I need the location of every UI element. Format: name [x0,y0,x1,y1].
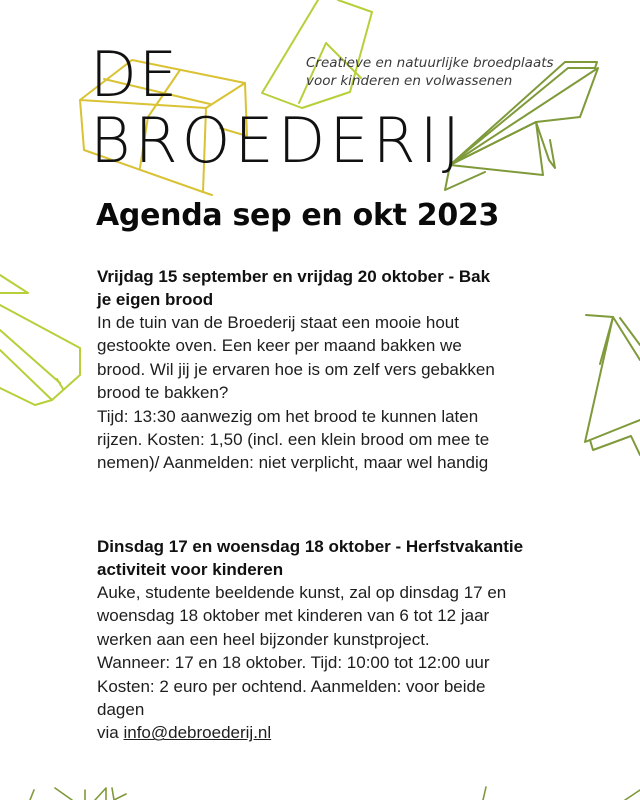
tagline-line-1: Creatieve en natuurlijke broedplaats [306,55,554,71]
event-body-line: Tijd: 13:30 aanwezig om het brood te kunnen laten [97,406,479,426]
event-body-line: Kosten: 2 euro per ochtend. Aanmelden: voor beide dagen [97,676,486,720]
event-body-line: gestookte oven. Een keer per maand bakken we [97,336,462,356]
event-body-line: nemen)/ Aanmelden: niet verplicht, maar wel handig [97,453,489,473]
event-body-line: brood. Wil jij je ervaren hoe is om zelf vers gebakken [97,359,495,379]
logo-broederij: BROEDERIJ [90,104,465,177]
email-link[interactable]: info@debroederij.nl [123,723,272,743]
event-heading-line: Vrijdag 15 september en vrijdag 20 oktober - Bak [97,267,491,286]
page-title: Agenda sep en okt 2023 [96,198,500,233]
event-body-line: In de tuin van de Broederij staat een mooie hout [97,313,459,332]
event-body-line: Wanneer: 17 en 18 oktober. Tijd: 10:00 tot 12:00 uur [97,653,490,673]
event-body-line: brood te bakken? [97,383,229,403]
event-body [97,581,537,745]
event-body-line: Auke, studente beeldende kunst, zal op dinsdag 17 en [97,583,507,602]
event-heading-line: Dinsdag 17 en woensdag 18 oktober - Herfstvakantie [97,537,524,556]
event-bak-je-eigen-brood [97,265,537,475]
event-body [97,311,537,475]
event-body-line: rijzen. Kosten: 1,50 (incl. een klein brood om mee te [97,430,490,450]
event-heading-line: activiteit voor kinderen [97,560,284,579]
event-heading-line: je eigen brood [97,290,214,309]
event-heading [97,265,537,311]
via-label: via [97,723,124,743]
logo-de: DE [90,38,180,111]
event-body-last-line [97,721,537,744]
event-herfstvakantie-activiteit [97,535,537,745]
left-lime-shape-icon [0,275,80,405]
right-olive-triangle-icon [585,315,640,455]
event-body-line: woensdag 18 oktober met kinderen van 6 tot 12 jaar [97,606,490,626]
event-heading [97,535,537,581]
event-body-line: werken aan een heel bijzonder kunstproject. [97,629,430,649]
bottom-olive-marks-icon [30,787,640,800]
tagline [306,54,554,90]
tagline-line-2: voor kinderen en volwassenen [306,73,513,89]
